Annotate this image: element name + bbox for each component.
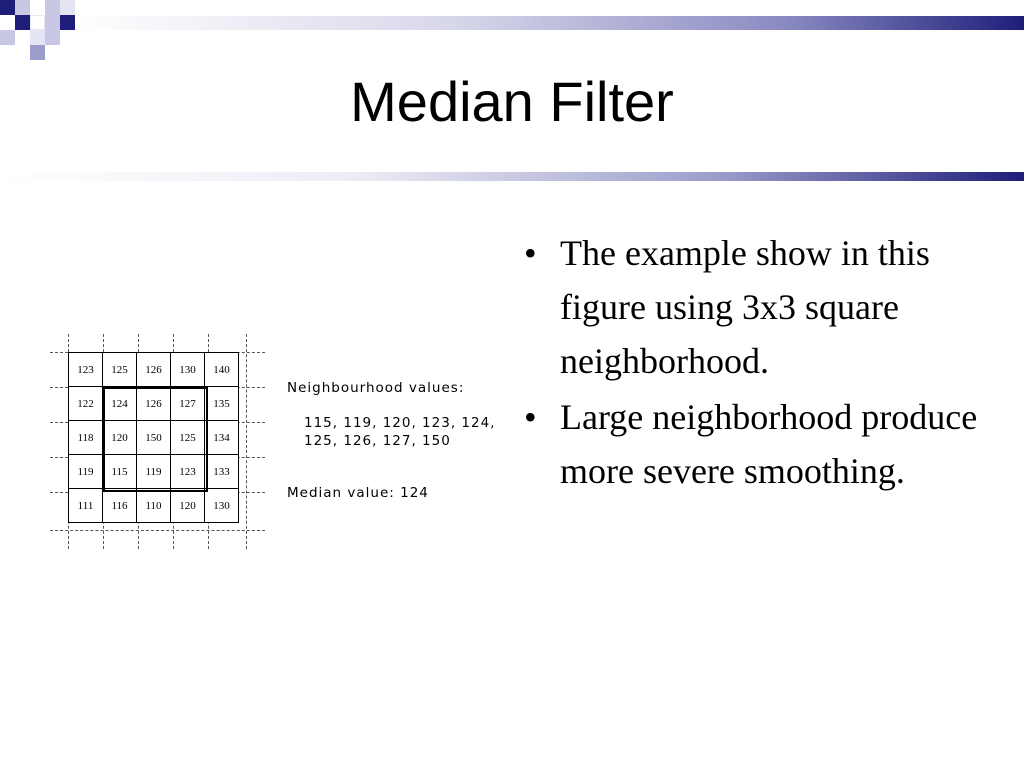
pixel-cell: 116 [103,489,137,523]
pixel-cell: 122 [69,387,103,421]
logo-square [30,30,45,45]
pixel-cell: 126 [137,387,171,421]
pixel-cell: 133 [205,455,239,489]
pixel-cell: 120 [171,489,205,523]
logo-square [15,15,30,30]
pixel-cell: 123 [171,455,205,489]
logo-square [15,0,30,15]
pixel-cell: 125 [171,421,205,455]
logo-square [45,30,60,45]
pixel-cell: 125 [103,353,137,387]
pixel-cell: 140 [205,353,239,387]
slide-title: Median Filter [350,70,674,133]
pixel-cell: 119 [69,455,103,489]
pixel-cell: 115 [103,455,137,489]
grid-row [69,489,239,523]
grid-row [69,421,239,455]
pixel-cell: 110 [137,489,171,523]
pixel-cell: 120 [103,421,137,455]
pixel-cell: 135 [205,387,239,421]
title-underline-bar [0,172,1024,181]
pixel-cell: 126 [137,353,171,387]
logo-square [45,15,60,30]
bullet-marker: • [524,233,537,273]
pixel-cell: 124 [103,387,137,421]
logo-square [30,45,45,60]
bullet-marker: • [524,397,537,437]
grid-dashed-line [246,334,247,549]
logo-square [0,30,15,45]
pixel-cell: 134 [205,421,239,455]
bullet-list [522,226,992,500]
median-value-label: Median value: 124 [287,485,429,501]
grid-row [69,387,239,421]
pixel-cell: 130 [171,353,205,387]
pixel-cell: 123 [69,353,103,387]
logo-square [60,15,75,30]
grid-row [69,353,239,387]
median-filter-figure [50,334,265,549]
bullet-item [522,226,992,388]
grid-dashed-line [50,530,265,531]
neighbourhood-label: Neighbourhood values: [287,380,465,396]
neighbourhood-values-line1: 115, 119, 120, 123, 124, [304,415,496,431]
bullet-text: Large neighborhood produce more severe smoothing. [560,397,978,491]
pixel-cell: 119 [137,455,171,489]
pixel-cell: 111 [69,489,103,523]
pixel-grid [68,352,239,523]
logo-square [45,0,60,15]
grid-row [69,455,239,489]
neighbourhood-values-line2: 125, 126, 127, 150 [304,433,451,449]
pixel-cell: 118 [69,421,103,455]
bullet-item [522,390,992,498]
logo-square [30,15,45,30]
bullet-text: The example show in this figure using 3x3 square neighborhood. [560,233,930,381]
logo-square [60,0,75,15]
logo-square [0,0,15,15]
pixel-cell: 130 [205,489,239,523]
header-gradient-bar [75,16,1024,30]
pixel-cell: 150 [137,421,171,455]
pixel-cell: 127 [171,387,205,421]
